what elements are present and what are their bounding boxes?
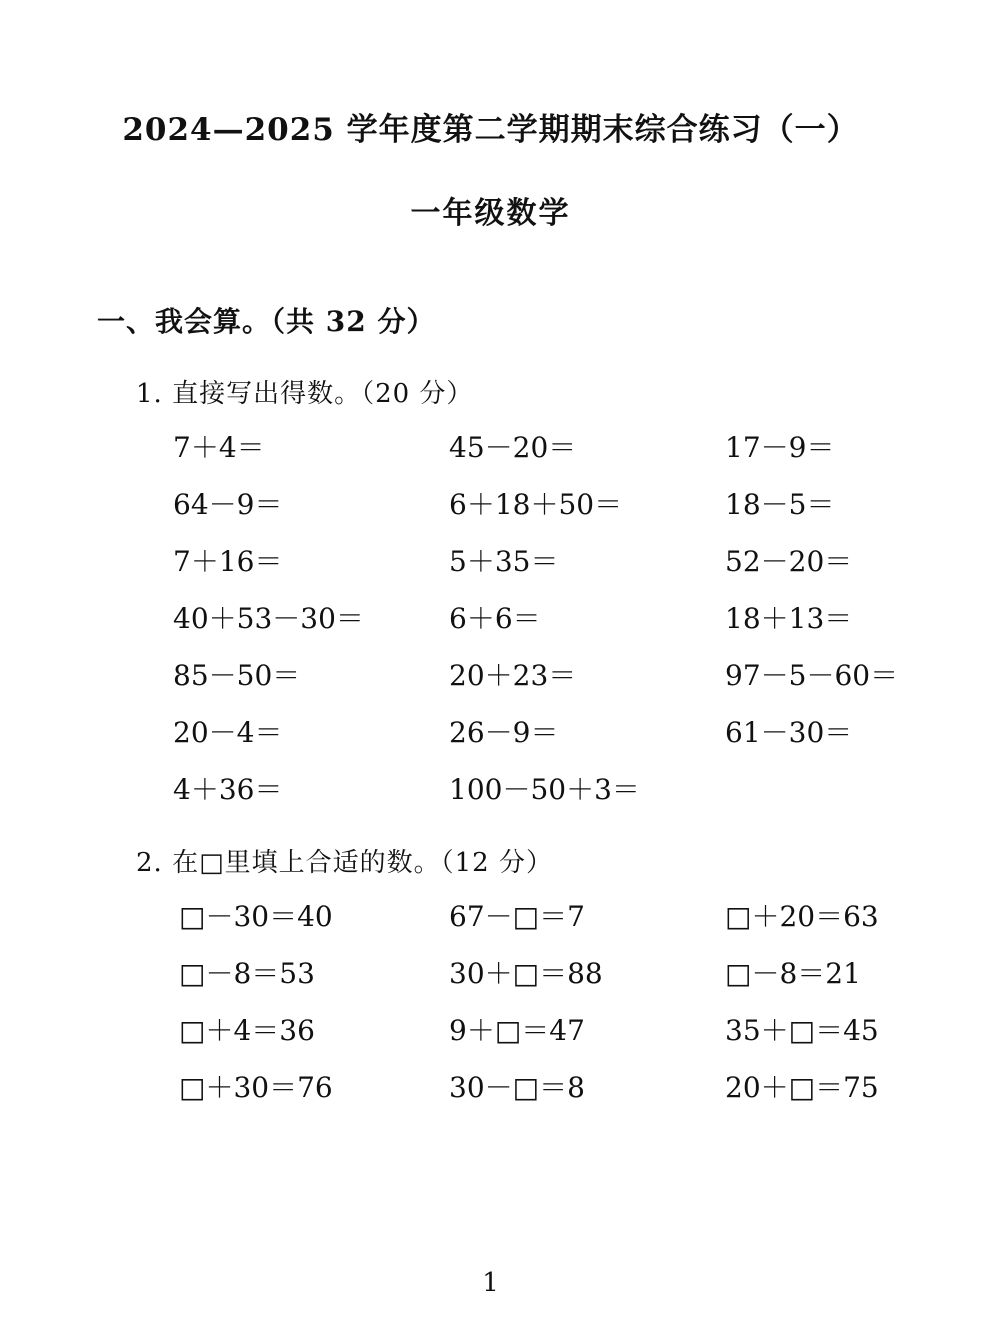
problem-item: 17－9＝: [725, 431, 835, 464]
problem-item: 45－20＝: [449, 431, 577, 464]
fill-blank-item: □－8＝53: [179, 957, 315, 990]
problem-item: 5＋35＝: [449, 545, 559, 578]
problem-item: 100－50＋3＝: [449, 773, 640, 806]
fill-blank-item: 9＋□＝47: [449, 1014, 585, 1047]
fill-blank-item: □－8＝21: [725, 957, 861, 990]
problem-item: 4＋36＝: [173, 773, 283, 806]
fill-blank-item: 67－□＝7: [449, 900, 585, 933]
fill-blank-item: □－30＝40: [179, 900, 333, 933]
problem-item: 18＋13＝: [725, 602, 853, 635]
problem-item: 7＋4＝: [173, 431, 265, 464]
question-1-heading: 1. 直接写出得数。（20 分）: [136, 379, 474, 409]
fill-blank-item: □＋20＝63: [725, 900, 879, 933]
question-2-heading: 2. 在□里填上合适的数。（12 分）: [136, 848, 553, 878]
problem-item: 64－9＝: [173, 488, 283, 521]
section-heading: 一、我会算。（共 32 分）: [97, 305, 436, 338]
problem-item: [725, 770, 933, 827]
problem-item: 6＋18＋50＝: [449, 488, 623, 521]
problem-item: 40＋53－30＝: [173, 602, 364, 635]
fill-blank-item: □＋30＝76: [179, 1071, 333, 1104]
page-title: 2024—2025 学年度第二学期期末综合练习（一）: [122, 112, 859, 148]
page-subtitle: 一年级数学: [410, 196, 571, 231]
problem-item: 7＋16＝: [173, 545, 283, 578]
problem-item: 18－5＝: [725, 488, 835, 521]
problem-item: 85－50＝: [173, 659, 301, 692]
problem-item: 6＋6＝: [449, 602, 541, 635]
problem-item: 20＋23＝: [449, 659, 577, 692]
problem-item: 97－5－60＝: [725, 659, 899, 692]
question-2-grid: [173, 897, 933, 1125]
fill-blank-item: 20＋□＝75: [725, 1071, 879, 1104]
page-number: 1: [482, 1268, 499, 1298]
problem-item: 61－30＝: [725, 716, 853, 749]
fill-blank-item: 30－□＝8: [449, 1071, 585, 1104]
problem-item: 20－4＝: [173, 716, 283, 749]
fill-blank-item: 30＋□＝88: [449, 957, 603, 990]
fill-blank-item: 35＋□＝45: [725, 1014, 879, 1047]
problem-item: 52－20＝: [725, 545, 853, 578]
problem-item: 26－9＝: [449, 716, 559, 749]
fill-blank-item: □＋4＝36: [179, 1014, 315, 1047]
question-1-grid: [173, 428, 933, 827]
